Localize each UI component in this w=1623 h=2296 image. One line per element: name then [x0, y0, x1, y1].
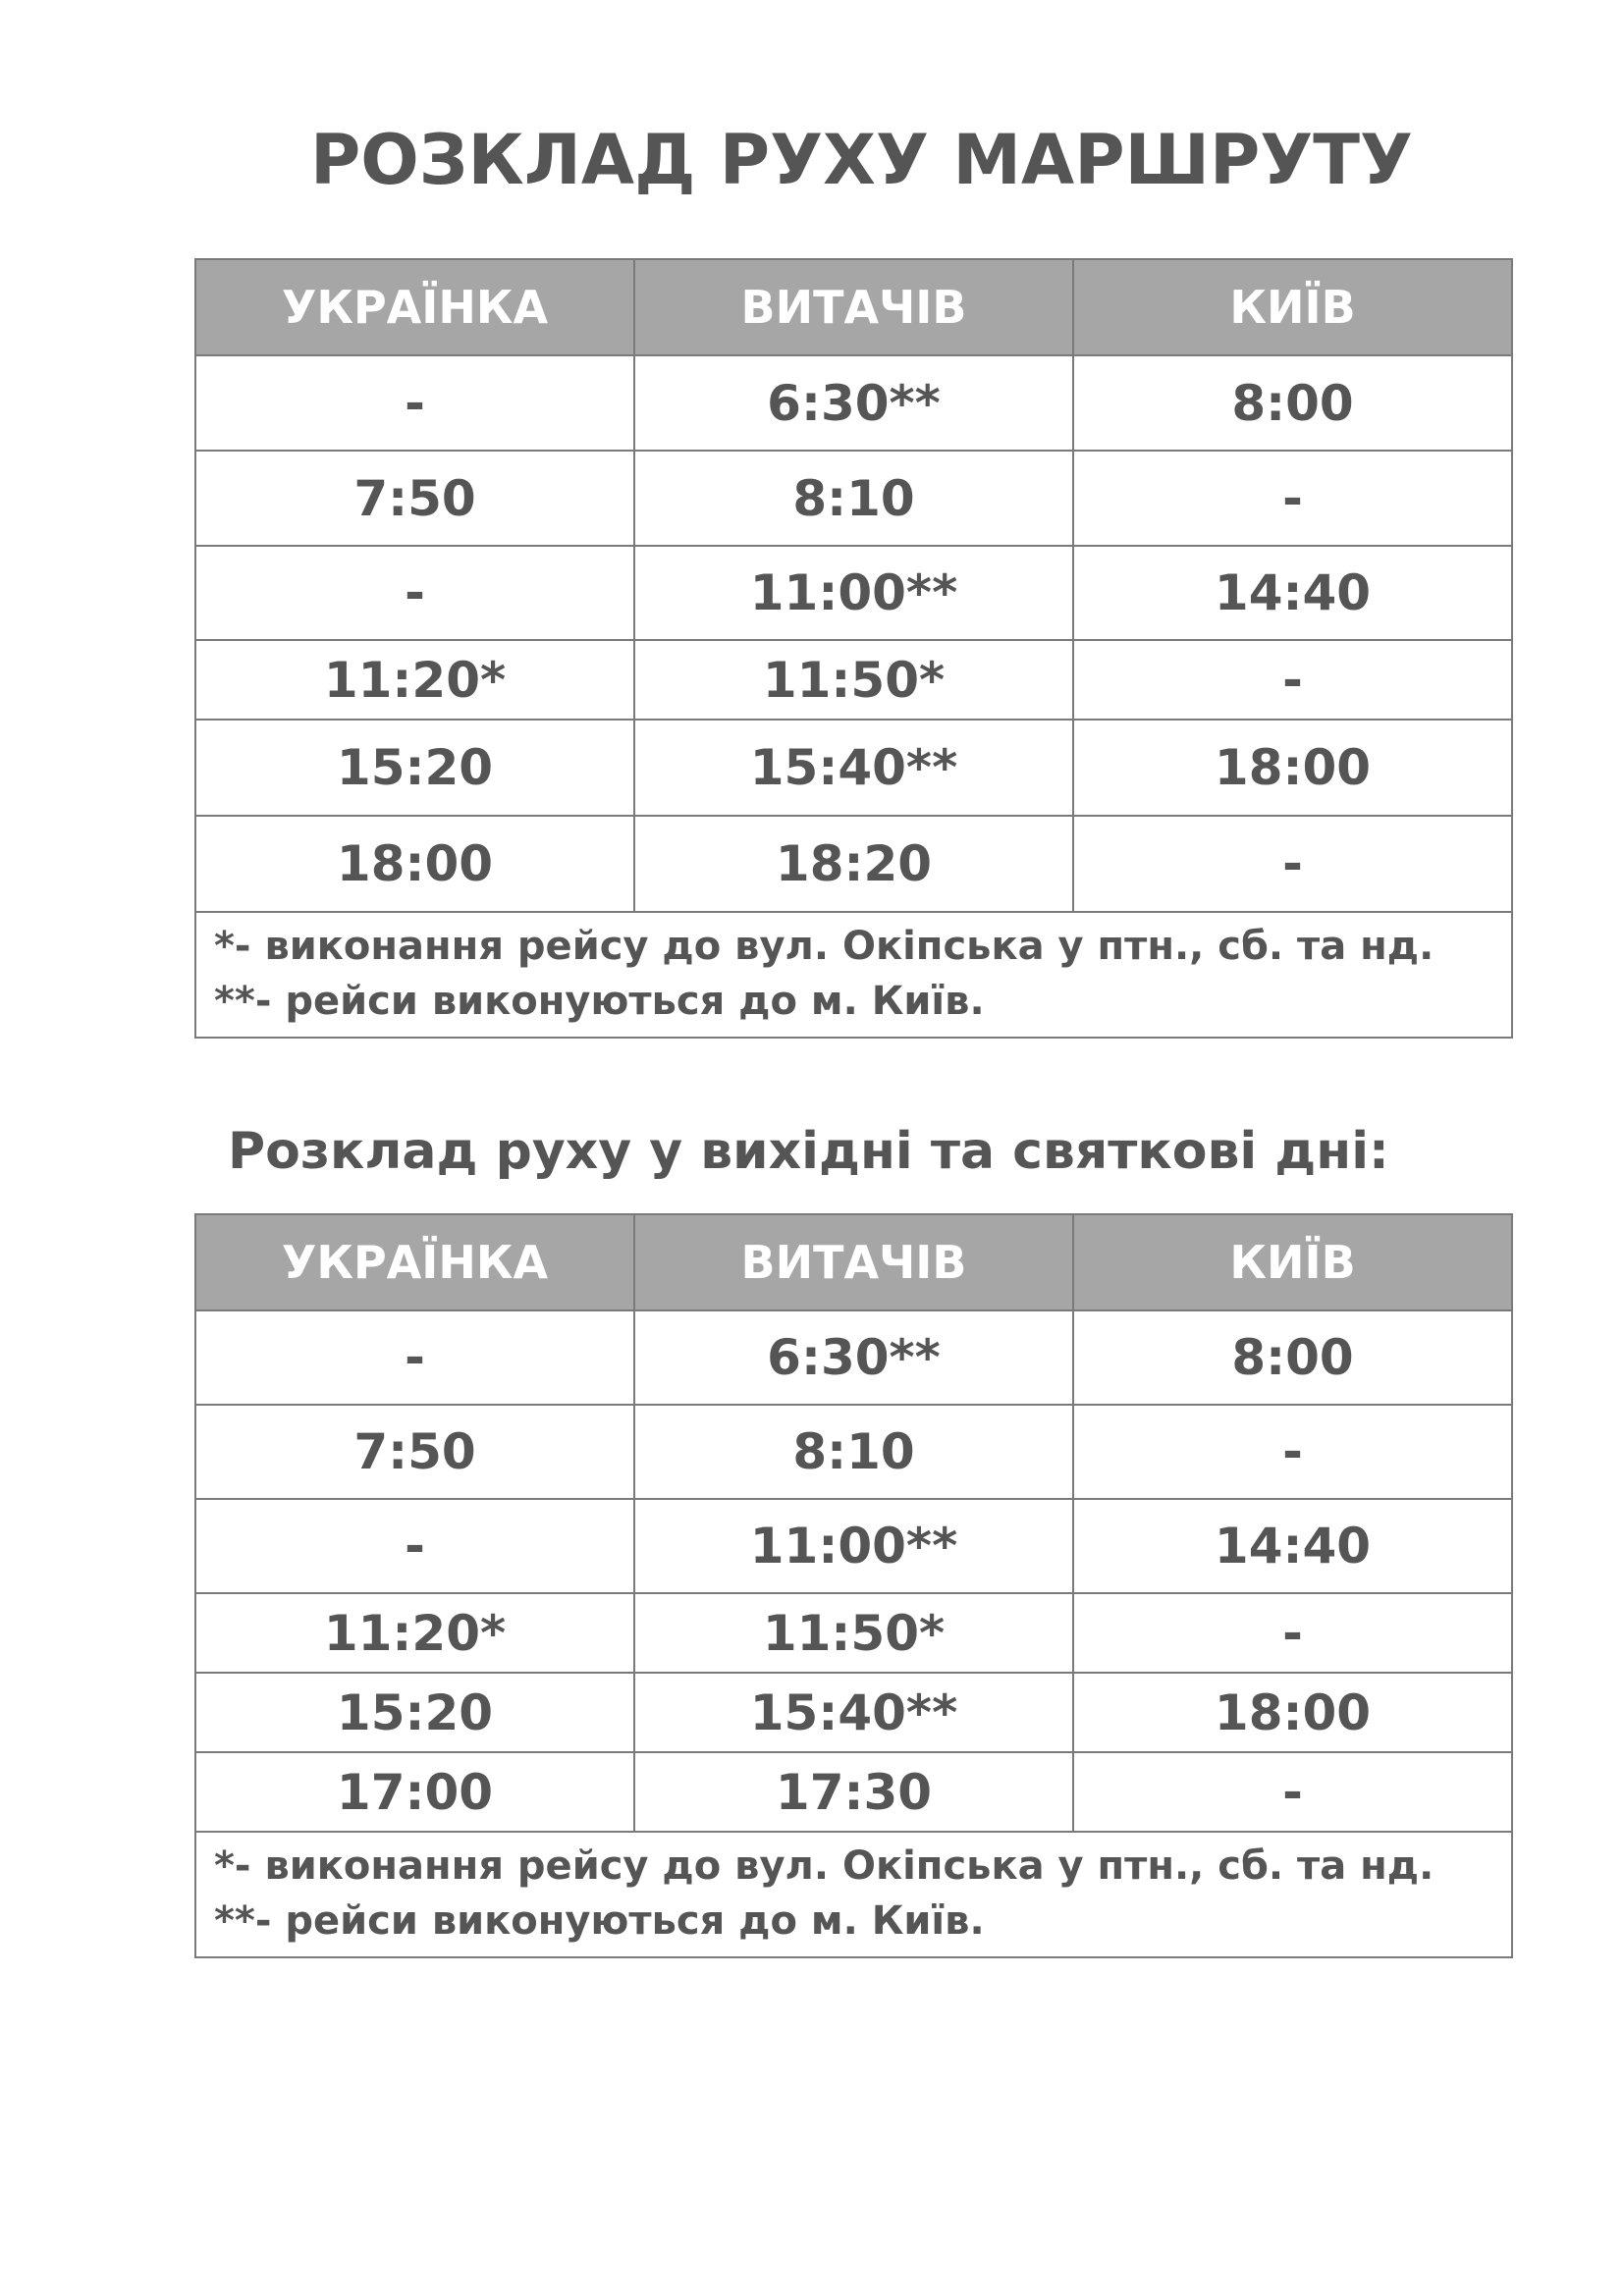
- footnotes: [195, 1832, 1512, 1957]
- cell-ukrainka: -: [195, 1310, 634, 1405]
- column-header-kyiv: КИЇВ: [1073, 259, 1512, 355]
- cell-vytachiv: 15:40**: [634, 720, 1073, 816]
- cell-ukrainka: 17:00: [195, 1752, 634, 1832]
- cell-ukrainka: 11:20*: [195, 1593, 634, 1673]
- cell-ukrainka: 7:50: [195, 1405, 634, 1499]
- cell-kyiv: 14:40: [1073, 546, 1512, 640]
- cell-kyiv: -: [1073, 816, 1512, 912]
- table-row: [195, 640, 1512, 720]
- cell-ukrainka: -: [195, 355, 634, 451]
- footnote-double-star: **- рейси виконуються до м. Київ.: [214, 1898, 985, 1944]
- table-row: [195, 546, 1512, 640]
- table-row: [195, 1593, 1512, 1673]
- cell-vytachiv: 15:40**: [634, 1673, 1073, 1752]
- column-header-vytachiv: ВИТАЧІВ: [634, 1214, 1073, 1310]
- table-row: [195, 1405, 1512, 1499]
- cell-kyiv: -: [1073, 1405, 1512, 1499]
- table-row: [195, 1673, 1512, 1752]
- cell-ukrainka: 15:20: [195, 1673, 634, 1752]
- table-row: [195, 1499, 1512, 1593]
- cell-kyiv: 18:00: [1073, 720, 1512, 816]
- cell-kyiv: -: [1073, 640, 1512, 720]
- cell-vytachiv: 8:10: [634, 1405, 1073, 1499]
- cell-vytachiv: 6:30**: [634, 1310, 1073, 1405]
- cell-vytachiv: 11:50*: [634, 1593, 1073, 1673]
- cell-kyiv: 8:00: [1073, 1310, 1512, 1405]
- cell-vytachiv: 18:20: [634, 816, 1073, 912]
- cell-kyiv: -: [1073, 451, 1512, 546]
- cell-kyiv: 8:00: [1073, 355, 1512, 451]
- column-header-vytachiv: ВИТАЧІВ: [634, 259, 1073, 355]
- column-header-ukrainka: УКРАЇНКА: [195, 259, 634, 355]
- table-row: [195, 816, 1512, 912]
- cell-vytachiv: 11:00**: [634, 1499, 1073, 1593]
- cell-ukrainka: 15:20: [195, 720, 634, 816]
- cell-kyiv: 14:40: [1073, 1499, 1512, 1593]
- notes-row: [195, 1832, 1512, 1957]
- footnote-single-star: *- виконання рейсу до вул. Окіпська у птн., сб. та нд.: [214, 924, 1434, 969]
- cell-vytachiv: 11:00**: [634, 546, 1073, 640]
- cell-vytachiv: 11:50*: [634, 640, 1073, 720]
- notes-row: [195, 912, 1512, 1038]
- column-header-kyiv: КИЇВ: [1073, 1214, 1512, 1310]
- footnotes: [195, 912, 1512, 1038]
- cell-vytachiv: 8:10: [634, 451, 1073, 546]
- cell-kyiv: -: [1073, 1593, 1512, 1673]
- cell-vytachiv: 17:30: [634, 1752, 1073, 1832]
- weekend-schedule-title: Розклад руху у вихідні та святкові дні:: [228, 1122, 1389, 1181]
- weekend-schedule-table: [194, 1213, 1513, 1958]
- table-row: [195, 720, 1512, 816]
- cell-ukrainka: 7:50: [195, 451, 634, 546]
- page-title: РОЗКЛАД РУХУ МАРШРУТУ: [310, 120, 1413, 200]
- cell-vytachiv: 6:30**: [634, 355, 1073, 451]
- header-row: [195, 259, 1512, 355]
- footnote-single-star: *- виконання рейсу до вул. Окіпська у птн., сб. та нд.: [214, 1843, 1434, 1889]
- footnote-double-star: **- рейси виконуються до м. Київ.: [214, 979, 985, 1024]
- cell-ukrainka: -: [195, 546, 634, 640]
- cell-ukrainka: -: [195, 1499, 634, 1593]
- header-row: [195, 1214, 1512, 1310]
- table-row: [195, 1310, 1512, 1405]
- table-row: [195, 451, 1512, 546]
- cell-ukrainka: 18:00: [195, 816, 634, 912]
- cell-kyiv: 18:00: [1073, 1673, 1512, 1752]
- weekday-schedule-table: [194, 258, 1513, 1039]
- table-row: [195, 355, 1512, 451]
- cell-kyiv: -: [1073, 1752, 1512, 1832]
- table-row: [195, 1752, 1512, 1832]
- column-header-ukrainka: УКРАЇНКА: [195, 1214, 634, 1310]
- cell-ukrainka: 11:20*: [195, 640, 634, 720]
